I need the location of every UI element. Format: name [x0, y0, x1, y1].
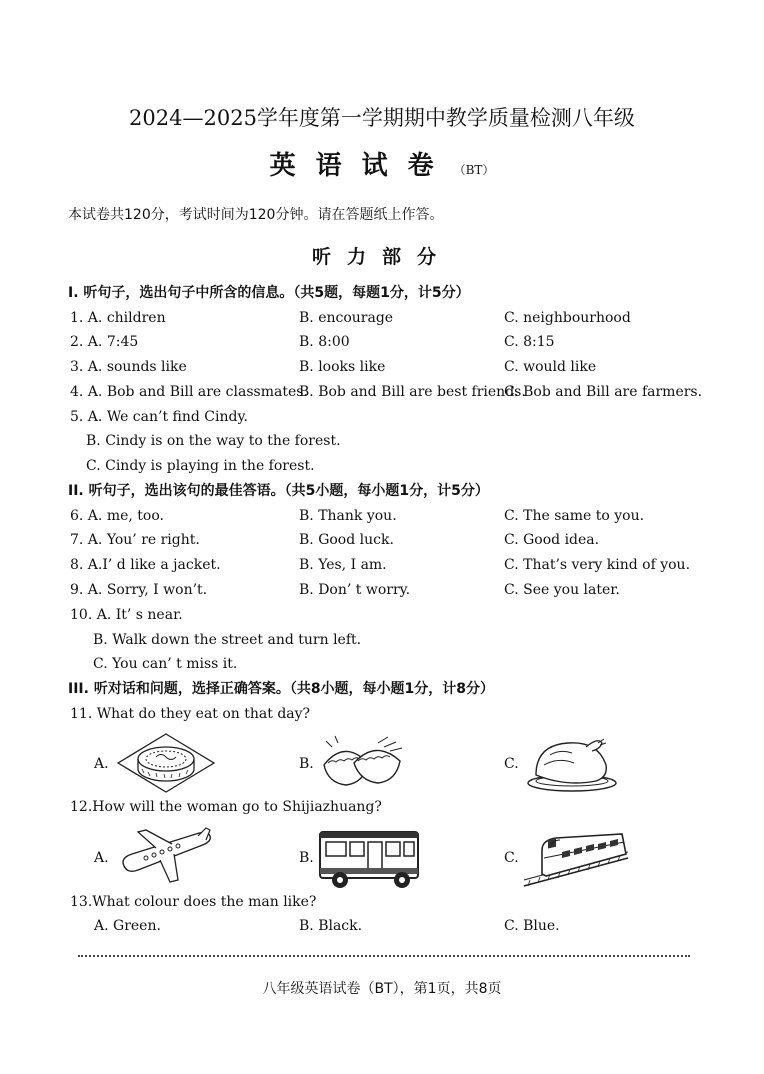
q5-option-b: B. Cindy is on the way to the forest. — [86, 433, 341, 449]
q7-option-a: 7. A. You’ re right. — [70, 532, 200, 548]
q9-option-c: C. See you later. — [504, 582, 620, 598]
section-2-title: II. 听句子，选出该句的最佳答语。（共5小题，每小题1分，计5分） — [68, 483, 489, 499]
q9-option-a: 9. A. Sorry, I won’t. — [70, 582, 208, 598]
q9-option-b: B. Don’ t worry. — [299, 582, 411, 598]
train-icon — [522, 828, 630, 890]
exam-instructions: 本试卷共120分，考试时间为120分钟。请在答题纸上作答。 — [68, 207, 444, 223]
q4-option-b: B. Bob and Bill are best friends. — [299, 384, 526, 400]
bus-icon — [318, 828, 422, 890]
q6-option-b: B. Thank you. — [299, 508, 397, 524]
q11-label-c: C. — [504, 756, 519, 772]
q12-label-c: C. — [504, 850, 519, 866]
roast-turkey-icon — [524, 733, 620, 793]
q5-option-c: C. Cindy is playing in the forest. — [86, 458, 315, 474]
q3-option-a: 3. A. sounds like — [70, 359, 187, 375]
q13-option-b: B. Black. — [299, 918, 363, 934]
q1-option-c: C. neighbourhood — [504, 310, 631, 326]
q2-option-b: B. 8:00 — [299, 334, 350, 350]
q1-option-b: B. encourage — [299, 310, 394, 326]
q12-stem: 12.How will the woman go to Shijiazhuang? — [70, 799, 382, 815]
q10-option-a: 10. A. It’ s near. — [70, 607, 183, 623]
q13-option-c: C. Blue. — [504, 918, 560, 934]
q12-label-b: B. — [299, 850, 314, 866]
q6-option-a: 6. A. me, too. — [70, 508, 164, 524]
q8-option-a: 8. A.I’ d like a jacket. — [70, 557, 221, 573]
q2-option-c: C. 8:15 — [504, 334, 555, 350]
q3-option-c: C. would like — [504, 359, 597, 375]
q6-option-c: C. The same to you. — [504, 508, 645, 524]
q10-option-b: B. Walk down the street and turn left. — [93, 632, 362, 648]
page-footer: 八年级英语试卷（BT），第1页，共8页 — [262, 981, 502, 997]
dotted-divider — [78, 955, 690, 957]
subject-name: 英语试卷 — [269, 151, 454, 181]
q10-option-c: C. You can’ t miss it. — [93, 656, 238, 672]
dumplings-icon — [318, 733, 410, 791]
q1-option-a: 1. A. children — [70, 310, 166, 326]
q7-option-c: C. Good idea. — [504, 532, 600, 548]
q2-option-a: 2. A. 7:45 — [70, 334, 139, 350]
subject-code: （BT） — [453, 163, 495, 177]
q5-option-a: 5. A. We can’t find Cindy. — [70, 409, 248, 425]
q12-label-a: A. — [94, 850, 109, 866]
q4-option-a: 4. A. Bob and Bill are classmates. — [70, 384, 308, 400]
q4-option-c: C. Bob and Bill are farmers. — [504, 384, 703, 400]
section-3-title: III. 听对话和问题，选择正确答案。（共8小题，每小题1分，计8分） — [68, 681, 495, 697]
q13-option-a: A. Green. — [94, 918, 161, 934]
q13-stem: 13.What colour does the man like? — [70, 894, 317, 910]
q8-option-c: C. That’s very kind of you. — [504, 557, 691, 573]
section-1-title: I. 听句子，选出句子中所含的信息。（共5题，每题1分，计5分） — [68, 285, 470, 301]
subject-title — [0, 145, 764, 182]
mooncake-icon — [116, 732, 216, 794]
q11-stem: 11. What do they eat on that day? — [70, 706, 311, 722]
q11-label-b: B. — [299, 756, 314, 772]
q8-option-b: B. Yes, I am. — [299, 557, 387, 573]
q7-option-b: B. Good luck. — [299, 532, 394, 548]
q11-label-a: A. — [94, 756, 109, 772]
airplane-icon — [116, 826, 216, 888]
q3-option-b: B. looks like — [299, 359, 386, 375]
part-title: 听力部分 — [311, 246, 452, 268]
exam-title: 2024—2025学年度第一学期期中教学质量检测八年级 — [129, 106, 635, 130]
